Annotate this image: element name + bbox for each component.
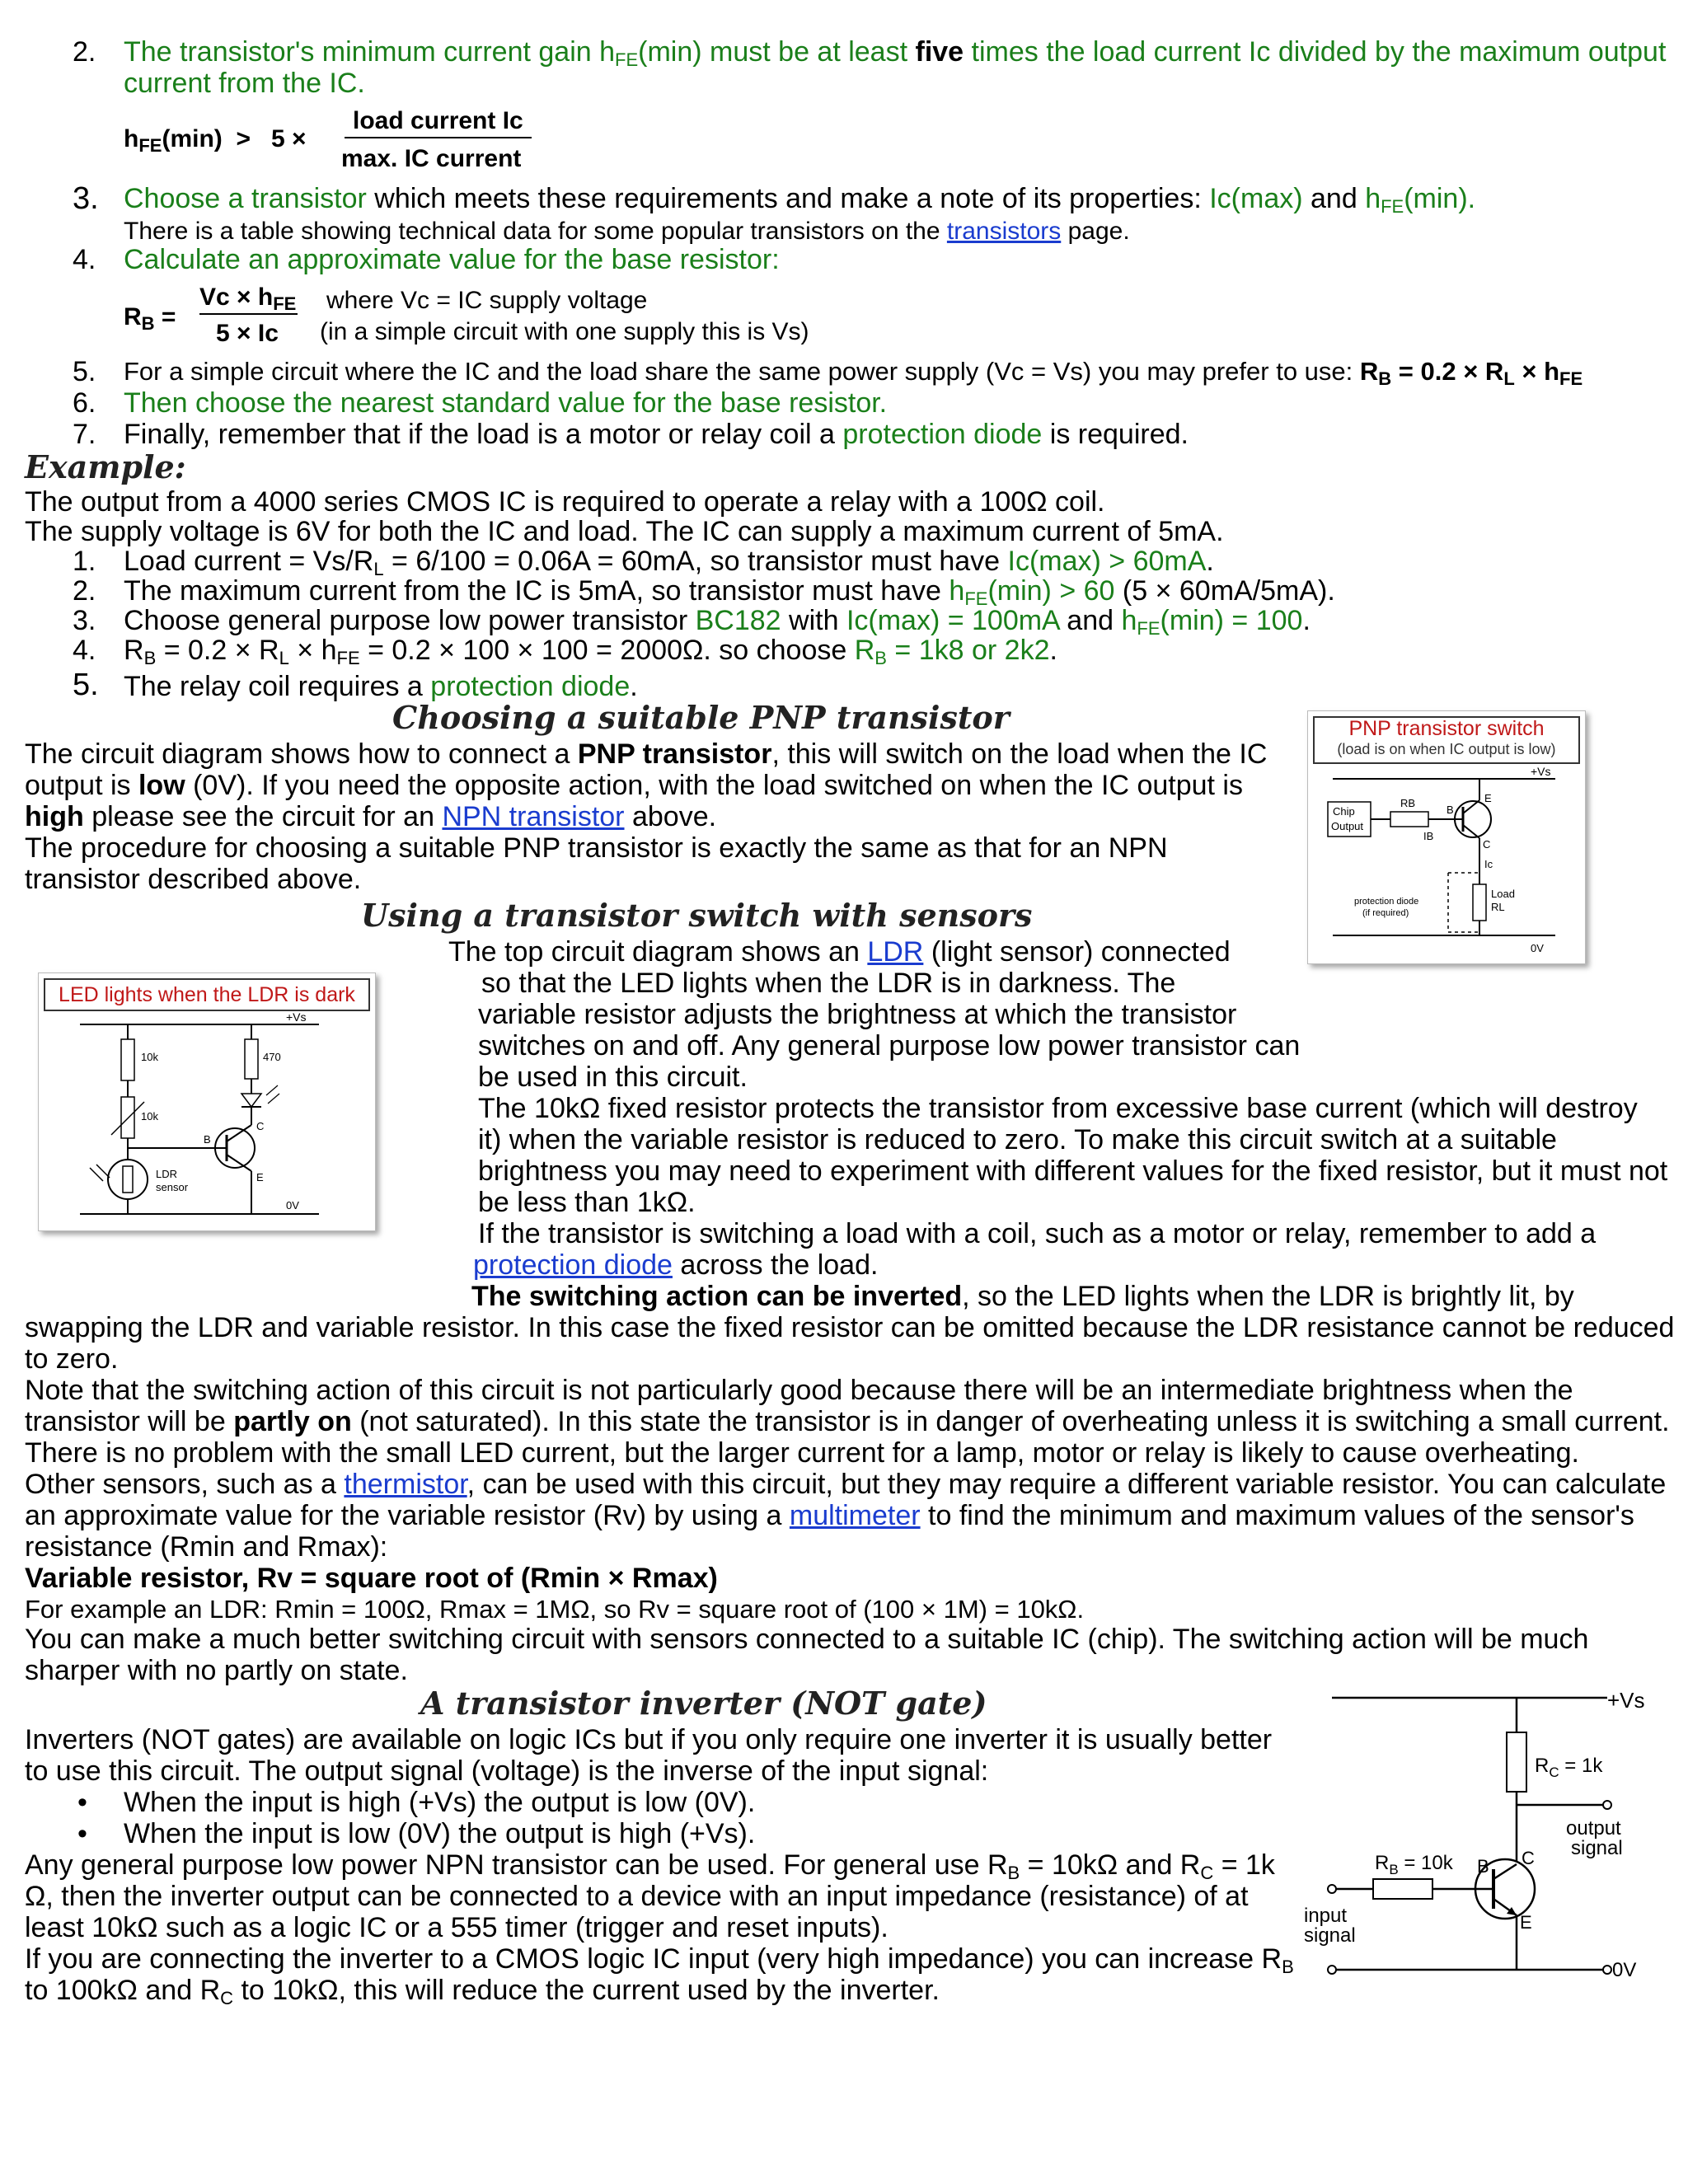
sensors-ldr-example: For example an LDR: Rmin = 100Ω, Rmax = 1MΩ, so Rv = square root of (100 × 1M) = 10kΩ.	[25, 1595, 1085, 1624]
sensors-line-4: switches on and off. Any general purpose low power transistor can	[478, 1030, 1301, 1062]
step-4-text: Calculate an approximate value for the base resistor:	[124, 244, 780, 275]
sensors-line-13: swapping the LDR and variable resistor. In this case the fixed resistor can be omitted because the LDR resistance cannot be reduced	[25, 1312, 1675, 1343]
inverter-line-2: to use this circuit. The output signal (voltage) is the inverse of the input signal:	[25, 1755, 989, 1787]
svg-text:10k: 10k	[141, 1110, 158, 1122]
step-5-text: For a simple circuit where the IC and the load share the same power supply (Vc = Vs) you may prefer to use: $R_B = 0.2 \times R_L \times h_{FE}$	[124, 357, 1583, 389]
step-3-note: There is a table showing technical data for some popular transistors on the transistors page.	[124, 218, 1130, 245]
formula-rb: $R_B$ =	[124, 303, 176, 334]
sensors-line-5: be used in this circuit.	[478, 1062, 748, 1093]
svg-text:RC = 1k: $R_C = 1k$	[1535, 1755, 1603, 1780]
svg-text:Ic: Ic	[1484, 858, 1493, 870]
example-2-text: The maximum current from the IC is 5mA, so transistor must have $h_{FE}(\min) > 60$ (5 × 60mA/5mA).	[124, 575, 1335, 609]
ldr-figure-title: LED lights when the LDR is dark	[44, 978, 370, 1011]
svg-text:0V: 0V	[1531, 942, 1544, 954]
step-3-text: Choose a transistor which meets these requirements and make a note of its properties: Ic(max) and $h_{FE}(\min)$.	[124, 183, 1476, 217]
svg-text:RB = 10k: $R_B = 10k$	[1375, 1852, 1453, 1877]
protection-diode-link[interactable]: protection diode	[473, 1249, 673, 1281]
step-2-number: 2.	[73, 36, 96, 68]
svg-text:+Vs: +Vs	[286, 1010, 307, 1024]
svg-text:output: output	[1566, 1817, 1621, 1840]
thermistor-link[interactable]: thermistor	[344, 1469, 467, 1500]
svg-text:LDR: LDR	[156, 1168, 178, 1180]
svg-text:C: C	[1522, 1848, 1535, 1868]
pnp-circuit-diagram	[1308, 711, 1585, 963]
svg-text:E: E	[1484, 792, 1492, 804]
sensors-line-7: it) when the variable resistor is reduced to zero. To make this circuit switch at a suitable	[478, 1124, 1557, 1155]
formula-hfe: $h_{FE}(\min) > 5$ ×	[124, 125, 307, 156]
sensors-line-12: The switching action can be inverted, so the LED lights when the LDR is brightly lit, by	[471, 1281, 1574, 1312]
pnp-heading: Choosing a suitable PNP transistor	[392, 699, 1010, 736]
svg-text:C: C	[1483, 838, 1491, 851]
example-p1: The output from a 4000 series CMOS IC is required to operate a relay with a 100Ω coil.	[25, 486, 1105, 518]
sensors-line-2: so that the LED lights when the LDR is in darkness. The	[481, 968, 1176, 999]
example-5-number: 5.	[73, 668, 99, 702]
pnp-switch-figure	[1307, 710, 1586, 964]
sensors-line-17: There is no problem with the small LED current, but the larger current for a lamp, motor or relay is likely to cause overheating.	[25, 1437, 1579, 1469]
inverter-line-4: Ω, then the inverter output can be connected to a device with an input impedance (resistance) of at	[25, 1881, 1249, 1912]
multimeter-link[interactable]: multimeter	[789, 1500, 921, 1531]
sensors-line-24: sharper with no partly on state.	[25, 1655, 408, 1686]
svg-text:B: B	[204, 1133, 211, 1146]
formula-hfe-numerator: load current Ic	[345, 105, 532, 138]
step-6-text: Then choose the nearest standard value for the base resistor.	[124, 387, 888, 419]
transistors-link[interactable]: transistors	[946, 218, 1062, 245]
svg-text:470: 470	[263, 1051, 281, 1063]
svg-text:Output: Output	[1331, 820, 1364, 832]
svg-text:B: B	[1447, 804, 1454, 816]
example-2-number: 2.	[73, 575, 96, 607]
formula-hfe-denominator: max. IC current	[341, 145, 522, 172]
sensors-line-23: You can make a much better switching circuit with sensors connected to a suitable IC (chip). The switching action will be much	[25, 1624, 1589, 1655]
formula-rb-denominator: 5 × Ic	[216, 320, 279, 347]
example-p2: The supply voltage is 6V for both the IC and load. The IC can supply a maximum current of 5mA.	[25, 516, 1224, 547]
step-2-text: The transistor's minimum current gain $h_{FE}(\min)$ must be at least five times the load current Ic divided by the maximum output	[124, 36, 1667, 70]
svg-text:input: input	[1304, 1905, 1348, 1927]
formula-rb-where: where Vc = IC supply voltage	[326, 287, 648, 314]
svg-text:Chip: Chip	[1333, 805, 1355, 818]
inverter-line-6: If you are connecting the inverter to a CMOS logic IC input (very high impedance) you can increase $R_B$	[25, 1943, 1294, 1977]
inverter-bullet-2: When the input is low (0V) the output is high (+Vs).	[124, 1818, 756, 1849]
svg-text:10k: 10k	[141, 1051, 158, 1063]
step-3-number: 3.	[73, 181, 99, 216]
pnp-line-5: transistor described above.	[25, 864, 362, 895]
inverter-line-7: to 100kΩ and $R_C$ to 10kΩ, this will reduce the current used by the inverter.	[25, 1975, 940, 2008]
svg-text:0V: 0V	[1612, 1959, 1637, 1981]
svg-text:RL: RL	[1491, 901, 1505, 913]
pnp-line-4: The procedure for choosing a suitable PNP transistor is exactly the same as that for an NPN	[25, 832, 1168, 864]
svg-text:(if required): (if required)	[1362, 908, 1409, 918]
example-1-number: 1.	[73, 546, 96, 577]
svg-text:B: B	[1477, 1856, 1489, 1877]
formula-rb-numerator: $Vc \times h_{FE}$	[199, 284, 297, 314]
svg-text:E: E	[1520, 1912, 1532, 1933]
example-4-text: $R_B = 0.2 \times R_L \times h_{FE} = 0.2 \times 100 \times 100 = 2000\Omega$. so choose $R_B = 1k8$ or 2k2.	[124, 635, 1057, 668]
ldr-link[interactable]: LDR	[867, 936, 924, 968]
svg-text:C: C	[256, 1120, 265, 1132]
svg-text:protection diode: protection diode	[1354, 897, 1419, 907]
step-7-number: 7.	[73, 419, 96, 450]
sensors-line-18: Other sensors, such as a thermistor, can be used with this circuit, but they may require a different variable resistor. You can calculate	[25, 1469, 1667, 1500]
inverter-line-3: Any general purpose low power NPN transistor can be used. For general use $R_B = 10k\Omega$ and $R_C = 1k$	[25, 1849, 1275, 1883]
example-1-text: Load current = $Vs/R_L = 6/100 = 0.06A = 60mA$, so transistor must have Ic(max) > 60mA.	[124, 546, 1214, 579]
inverter-heading: A transistor inverter (NOT gate)	[420, 1685, 987, 1722]
svg-text:signal: signal	[1571, 1837, 1623, 1859]
pnp-line-2: output is low (0V). If you need the opposite action, with the load switched on when the IC output is	[25, 770, 1243, 801]
bullet-2: •	[77, 1818, 87, 1849]
svg-text:0V: 0V	[286, 1199, 299, 1212]
sensors-line-9: be less than 1kΩ.	[478, 1187, 696, 1218]
inverter-line-1: Inverters (NOT gates) are available on logic ICs but if you only require one inverter it is usually better	[25, 1724, 1273, 1755]
step-5-number: 5.	[73, 356, 96, 387]
bullet-1: •	[77, 1787, 87, 1818]
pnp-line-1: The circuit diagram shows how to connect a PNP transistor, this will switch on the load when the IC	[25, 738, 1268, 770]
svg-text:signal: signal	[1304, 1924, 1356, 1947]
svg-text:Load: Load	[1491, 888, 1515, 900]
sensors-line-3: variable resistor adjusts the brightness at which the transistor	[478, 999, 1237, 1030]
sensors-line-14: to zero.	[25, 1343, 119, 1375]
example-5-text: The relay coil requires a protection diode.	[124, 671, 638, 702]
step-4-number: 4.	[73, 244, 96, 275]
step-6-number: 6.	[73, 387, 96, 419]
sensors-heading: Using a transistor switch with sensors	[361, 897, 1033, 934]
variable-resistor-formula: Variable resistor, Rv = square root of (Rmin × Rmax)	[25, 1563, 718, 1594]
inverter-bullet-1: When the input is high (+Vs) the output is low (0V).	[124, 1787, 756, 1818]
ldr-circuit-diagram	[39, 973, 375, 1230]
sensors-line-10: If the transistor is switching a load with a coil, such as a motor or relay, remember to add a	[478, 1218, 1597, 1249]
pnp-line-3: high please see the circuit for an NPN transistor above.	[25, 801, 717, 832]
example-3-number: 3.	[73, 605, 96, 636]
sensors-line-15: Note that the switching action of this circuit is not particularly good because there will be an intermediate brightness when the	[25, 1375, 1573, 1406]
inverter-circuit-diagram	[1286, 1665, 1648, 2011]
example-heading: Example:	[25, 448, 186, 485]
npn-transistor-link[interactable]: NPN transistor	[442, 801, 625, 832]
sensors-line-8: brightness you may need to experiment with different values for the fixed resistor, but it must not	[478, 1155, 1668, 1187]
svg-text:RB: RB	[1400, 797, 1416, 809]
svg-text:+Vs: +Vs	[1531, 765, 1551, 778]
step-7-text: Finally, remember that if the load is a motor or relay coil a protection diode is required.	[124, 419, 1189, 450]
sensors-line-6: The 10kΩ fixed resistor protects the transistor from excessive base current (which will destroy	[478, 1093, 1638, 1124]
sensors-line-11: protection diode across the load.	[473, 1249, 879, 1281]
step-2-text-cont: current from the IC.	[124, 68, 365, 99]
svg-text:sensor: sensor	[156, 1181, 189, 1193]
example-4-number: 4.	[73, 635, 96, 666]
sensors-line-20: resistance (Rmin and Rmax):	[25, 1531, 388, 1563]
sensors-line-19: an approximate value for the variable resistor (Rv) by using a multimeter to find the minimum and maximum values of the sensor's	[25, 1500, 1634, 1531]
svg-text:+Vs: +Vs	[1607, 1688, 1645, 1713]
example-3-text: Choose general purpose low power transistor BC182 with Ic(max) = 100mA and $h_{FE}(\min) = 100$.	[124, 605, 1311, 639]
pnp-figure-title: PNP transistor switch (load is on when IC output is low)	[1313, 716, 1580, 764]
inverter-line-5: least 10kΩ such as a logic IC or a 555 timer (trigger and reset inputs).	[25, 1912, 889, 1943]
svg-text:E: E	[256, 1171, 264, 1183]
svg-text:IB: IB	[1423, 830, 1434, 842]
formula-rb-where-2: (in a simple circuit with one supply this is Vs)	[320, 318, 809, 345]
ldr-circuit-figure	[38, 972, 376, 1231]
sensors-line-16: transistor will be partly on (not saturated). In this state the transistor is in danger of overheating unless it is switching a small current.	[25, 1406, 1670, 1437]
sensors-line-1: The top circuit diagram shows an LDR (light sensor) connected	[448, 936, 1231, 968]
